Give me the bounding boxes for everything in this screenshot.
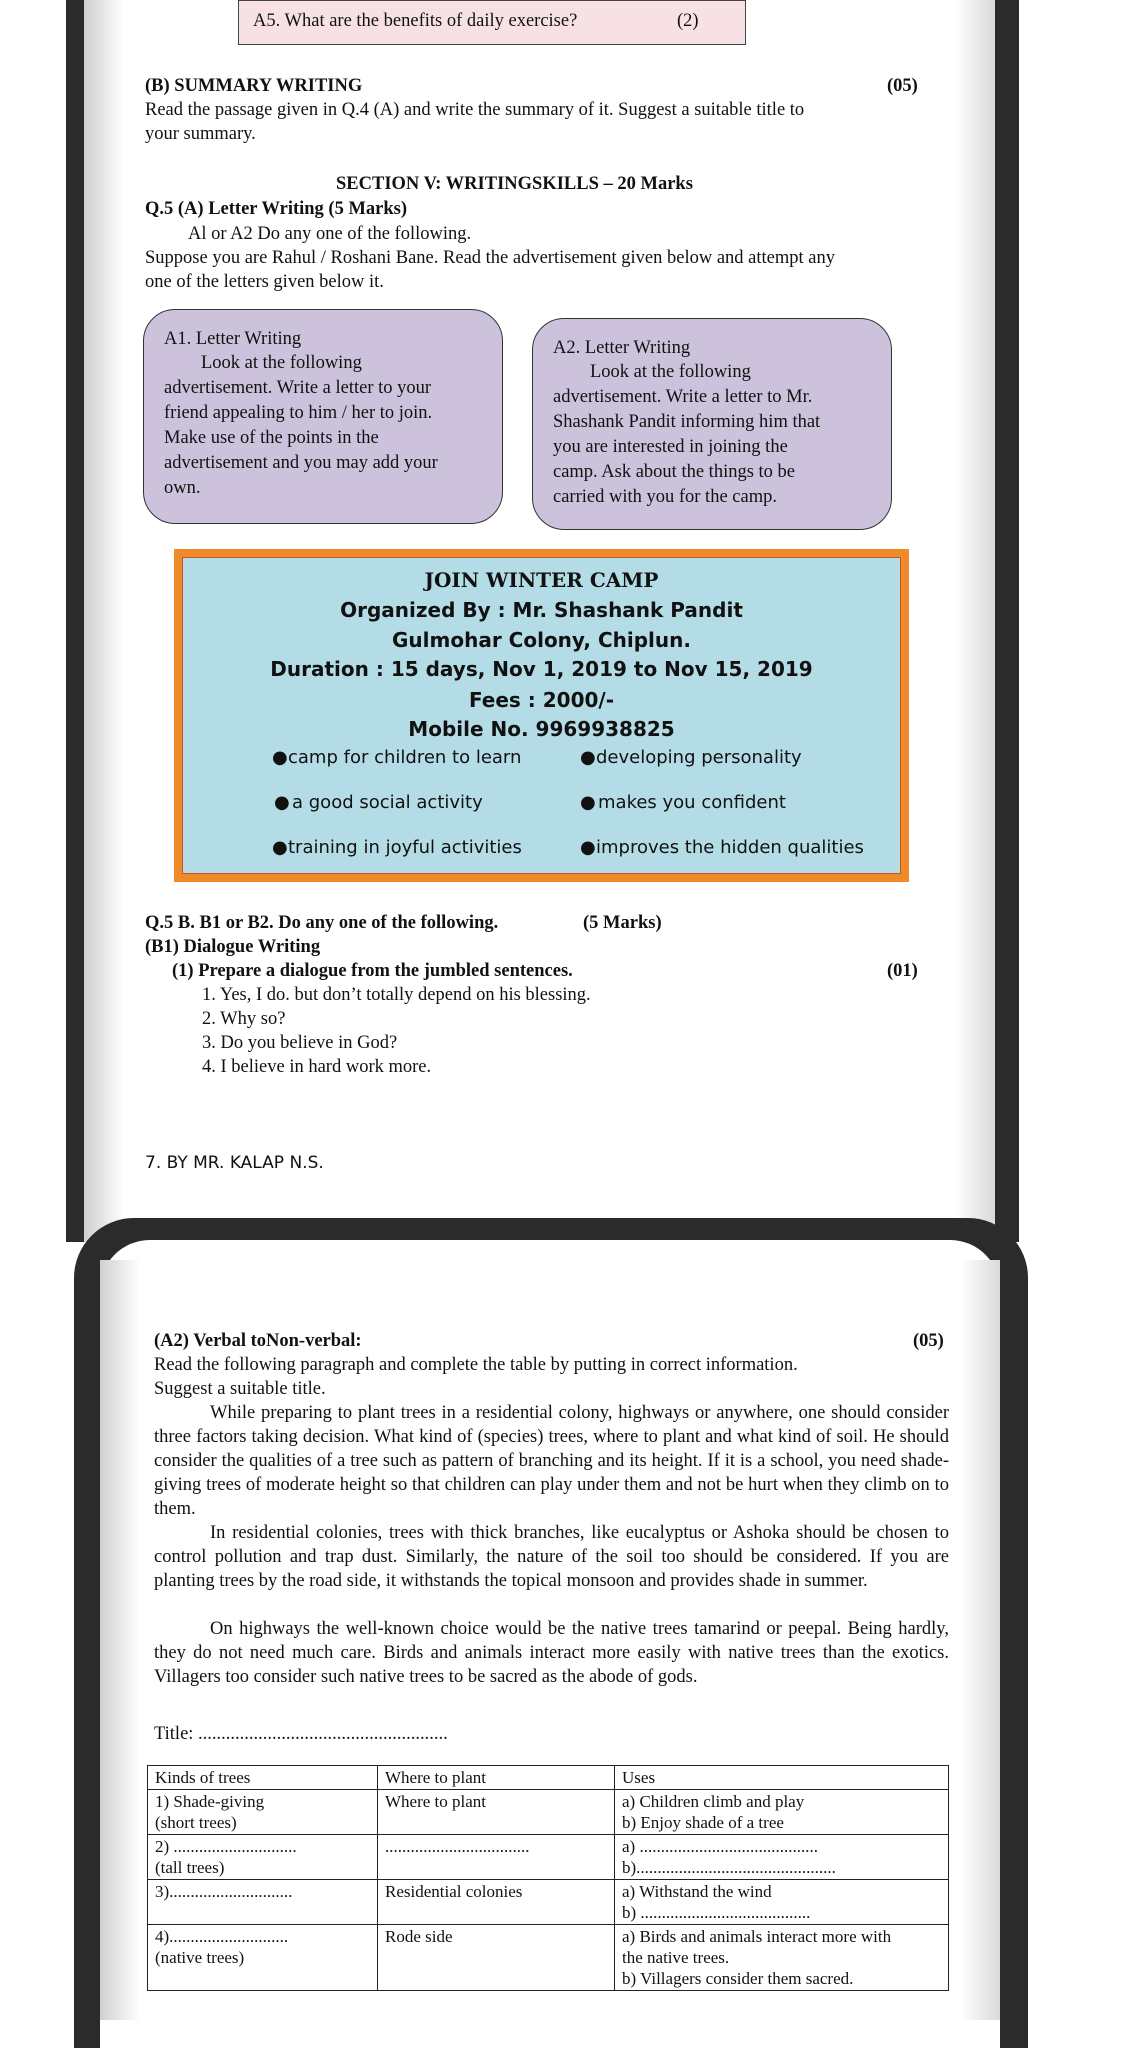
table-row <box>148 1790 949 1835</box>
section-heading: SECTION V: WRITINGSKILLS – 20 Marks <box>336 174 693 194</box>
ad-duration: Duration : 15 days, Nov 1, 2019 to Nov 15, 2019 <box>270 657 813 681</box>
cell-line: 4)............................ <box>155 1927 289 1946</box>
ad-bullet-icon: ● <box>580 747 596 768</box>
table-cell <box>615 1925 949 1991</box>
cell-line: (short trees) <box>155 1813 237 1832</box>
a1-line: advertisement. Write a letter to your <box>164 378 432 398</box>
ad-bullet-icon: ● <box>272 747 288 768</box>
page-shadow-right <box>955 0 995 1242</box>
b1-instruction: (1) Prepare a dialogue from the jumbled sentences. <box>172 961 573 981</box>
dialogue-item: 3. Do you believe in God? <box>202 1033 398 1053</box>
cell-line: a) Children climb and play <box>622 1792 805 1811</box>
table-row <box>148 1880 949 1925</box>
a5-question: A5. What are the benefits of daily exercise? <box>253 11 578 31</box>
ad-bullet-icon: ● <box>274 792 290 813</box>
q5a-line: Suppose you are Rahul / Roshani Bane. Read the advertisement given below and attempt any <box>145 248 835 268</box>
a2-line: advertisement. Write a letter to Mr. <box>553 387 813 407</box>
cell-line: (native trees) <box>155 1948 245 1967</box>
cell-line: b) Villagers consider them sacred. <box>622 1969 854 1988</box>
dialogue-item: 4. I believe in hard work more. <box>202 1057 432 1077</box>
cell-line: 1) Shade-giving <box>155 1792 265 1811</box>
ad-bullet: developing personality <box>596 747 802 768</box>
b1-marks: (01) <box>887 961 918 981</box>
table-cell: Residential colonies <box>378 1880 615 1925</box>
cell-line: b)............................................... <box>622 1858 836 1877</box>
table-row <box>148 1835 949 1880</box>
ad-bullet: camp for children to learn <box>288 747 522 768</box>
a2-verbal-marks: (05) <box>913 1331 944 1351</box>
table-header: Uses <box>615 1766 949 1790</box>
table-cell <box>148 1835 378 1880</box>
dialogue-item: 2. Why so? <box>202 1009 286 1029</box>
a2-line: Shashank Pandit informing him that <box>553 412 821 432</box>
cell-line: a) Withstand the wind <box>622 1882 772 1901</box>
table-cell <box>148 1790 378 1835</box>
a2-line: camp. Ask about the things to be <box>553 462 796 482</box>
a2-line: carried with you for the camp. <box>553 487 777 507</box>
ad-organizer: Organized By : Mr. Shashank Pandit <box>340 598 743 622</box>
page2-shadow-left <box>100 1260 140 2020</box>
intro-line: Read the following paragraph and complete the table by putting in correct information. <box>154 1355 798 1375</box>
a5-question-box <box>238 0 746 45</box>
a5-marks: (2) <box>677 11 699 31</box>
ad-bullet-icon: ● <box>580 792 596 813</box>
dialogue-item: 1. Yes, I do. but don’t totally depend on his blessing. <box>202 985 591 1005</box>
q5a-line: Al or A2 Do any one of the following. <box>188 224 472 244</box>
a2-verbal-heading: (A2) Verbal toNon-verbal: <box>154 1331 362 1351</box>
ad-bullet: training in joyful activities <box>288 837 522 858</box>
table-row <box>148 1925 949 1991</box>
cell-line: (tall trees) <box>155 1858 225 1877</box>
cell-line: a) .......................................... <box>622 1837 818 1856</box>
ad-bullet-icon: ● <box>580 837 596 858</box>
table-cell <box>615 1835 949 1880</box>
a1-line: advertisement and you may add your <box>164 453 438 473</box>
ad-bullet: a good social activity <box>292 792 483 813</box>
a2-line: you are interested in joining the <box>553 437 788 457</box>
page-edge-left <box>66 0 84 1242</box>
a2-title: A2. Letter Writing <box>553 338 691 358</box>
summary-heading: (B) SUMMARY WRITING <box>145 76 363 96</box>
a1-line: Make use of the points in the <box>164 428 379 448</box>
table-cell: Rode side <box>378 1925 615 1991</box>
table-cell <box>615 1790 949 1835</box>
table-header: Where to plant <box>378 1766 615 1790</box>
ad-bullet-icon: ● <box>272 837 288 858</box>
summary-marks: (05) <box>887 76 918 96</box>
table-cell <box>148 1880 378 1925</box>
q5a-heading: Q.5 (A) Letter Writing (5 Marks) <box>145 199 408 219</box>
cell-line: the native trees. <box>622 1948 730 1967</box>
cell-line: b) Enjoy shade of a tree <box>622 1813 784 1832</box>
table-cell <box>148 1925 378 1991</box>
cell-line: b) ........................................ <box>622 1903 811 1922</box>
title-blank: Title: ...................................................... <box>154 1724 448 1744</box>
page-footer: 7. BY MR. KALAP N.S. <box>145 1153 324 1173</box>
page-shadow-left <box>84 0 124 1242</box>
ad-mobile: Mobile No. 9969938825 <box>408 717 675 741</box>
paragraph: In residential colonies, trees with thick branches, like eucalyptus or Ashoka should be chosen to control pollution and trap dust. Similarly, the nature of the soil too should be considered. If you are planting trees by the road side, it withstands the topical monsoon and provides shade in summer. <box>154 1523 949 1591</box>
table-header: Kinds of trees <box>148 1766 378 1790</box>
q5b-heading: Q.5 B. B1 or B2. Do any one of the following. <box>145 913 499 933</box>
a1-letter-box <box>143 309 503 524</box>
ad-address: Gulmohar Colony, Chiplun. <box>392 628 691 652</box>
intro-line: Suggest a suitable title. <box>154 1379 326 1399</box>
a2-line: Look at the following <box>590 362 751 382</box>
ad-fees: Fees : 2000/- <box>468 688 615 712</box>
a1-line: Look at the following <box>201 353 362 373</box>
cell-line: 3)............................. <box>155 1882 293 1901</box>
ad-bullet: improves the hidden qualities <box>596 837 864 858</box>
b1-heading: (B1) Dialogue Writing <box>145 937 321 957</box>
q5a-line: one of the letters given below it. <box>145 272 384 292</box>
cell-line: 2) ............................. <box>155 1837 297 1856</box>
a1-line: friend appealing to him / her to join. <box>164 403 433 423</box>
summary-line: Read the passage given in Q.4 (A) and write the summary of it. Suggest a suitable title to <box>145 100 805 120</box>
table-cell: .................................. <box>378 1835 615 1880</box>
ad-bullet: makes you confident <box>598 792 786 813</box>
a2-letter-box <box>532 318 892 530</box>
table-header-row <box>148 1766 949 1790</box>
paragraph: On highways the well-known choice would be the native trees tamarind or peepal. Being hardly, they do not need much care. Birds and animals interact more easily with native trees than the exotics. Villagers too consider such native trees to be sacred as the abode of gods. <box>154 1619 949 1687</box>
q5b-marks: (5 Marks) <box>583 913 662 933</box>
page-edge-right <box>995 0 1019 1242</box>
ad-title: JOIN WINTER CAMP <box>424 568 659 592</box>
a1-title: A1. Letter Writing <box>164 329 302 349</box>
paragraph: While preparing to plant trees in a residential colony, highways or anywhere, one should consider three factors taking decision. What kind of (species) trees, where to plant and what kind of soil. He should consider the qualities of a tree such as pattern of branching and its height. If it is a school, you need shade-giving trees of moderate height so that children can play under them and not be hurt when they climb on to them. <box>154 1403 949 1519</box>
page2-shadow-right <box>960 1260 1000 2020</box>
summary-line: your summary. <box>145 124 256 144</box>
cell-line: a) Birds and animals interact more with <box>622 1927 892 1946</box>
table-cell <box>615 1880 949 1925</box>
a1-line: own. <box>164 478 201 498</box>
table-cell: Where to plant <box>378 1790 615 1835</box>
trees-table <box>147 1765 949 1991</box>
